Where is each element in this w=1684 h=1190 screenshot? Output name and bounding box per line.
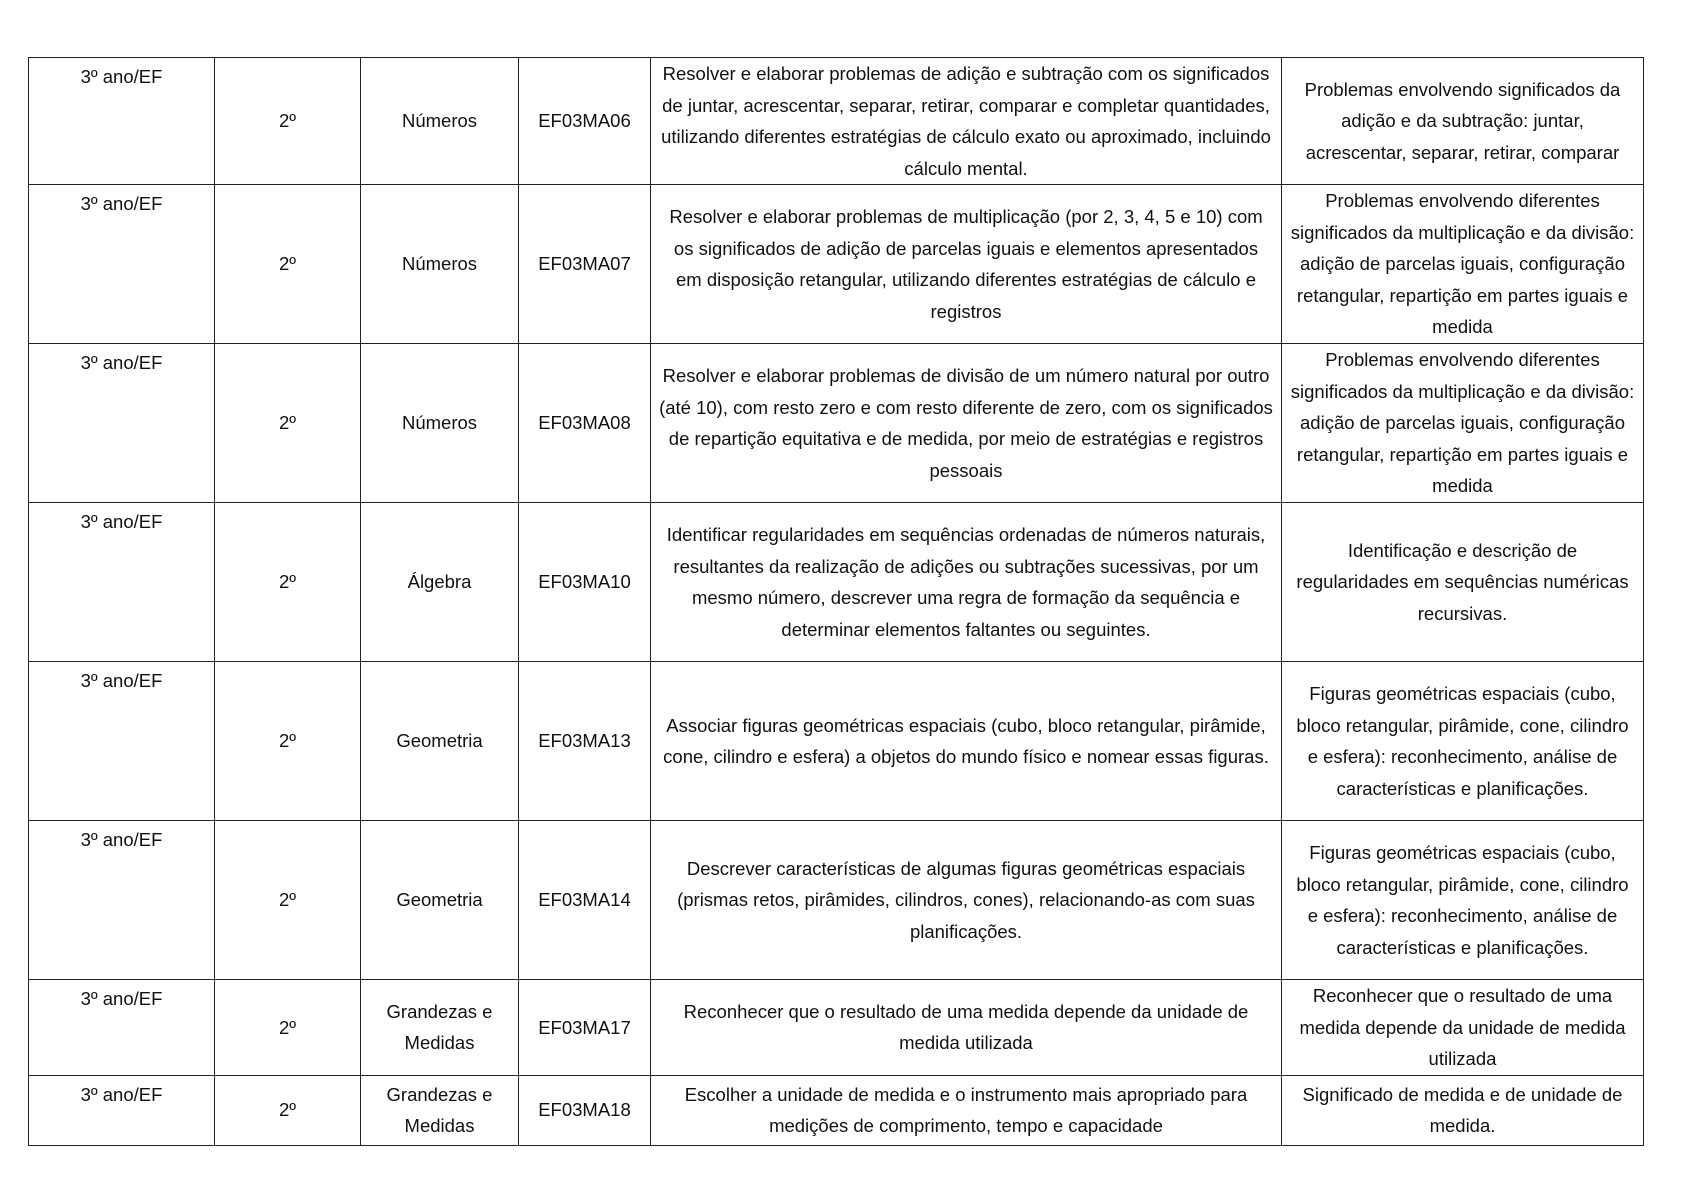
- table-row: [29, 185, 1644, 344]
- knowledge-object-cell: Reconhecer que o resultado de uma medida depende da unidade de medida utilizada: [1282, 980, 1644, 1076]
- year-cell: 3º ano/EF: [29, 185, 215, 344]
- table-row: [29, 503, 1644, 662]
- thematic-unit-cell: Grandezas e Medidas: [361, 980, 519, 1076]
- skill-description-cell: Associar figuras geométricas espaciais (cubo, bloco retangular, pirâmide, cone, cilindro e esfera) a objetos do mundo físico e nomear essas figuras.: [651, 662, 1282, 821]
- skill-code-cell: EF03MA17: [519, 980, 651, 1076]
- skill-code-cell: EF03MA08: [519, 344, 651, 503]
- term-cell: 2º: [215, 1075, 361, 1145]
- knowledge-object-cell: Problemas envolvendo diferentes significados da multiplicação e da divisão: adição de parcelas iguais, configuração retangular, repartição em partes iguais e medida: [1282, 185, 1644, 344]
- skill-code-cell: EF03MA06: [519, 58, 651, 185]
- table-row: [29, 1075, 1644, 1145]
- skill-description-cell: Escolher a unidade de medida e o instrumento mais apropriado para medições de comprimento, tempo e capacidade: [651, 1075, 1282, 1145]
- skill-code-cell: EF03MA18: [519, 1075, 651, 1145]
- term-cell: 2º: [215, 821, 361, 980]
- thematic-unit-cell: Grandezas e Medidas: [361, 1075, 519, 1145]
- knowledge-object-cell: Problemas envolvendo diferentes significados da multiplicação e da divisão: adição de parcelas iguais, configuração retangular, repartição em partes iguais e medida: [1282, 344, 1644, 503]
- term-cell: 2º: [215, 344, 361, 503]
- table-row: [29, 662, 1644, 821]
- table-row: [29, 821, 1644, 980]
- term-cell: 2º: [215, 662, 361, 821]
- skill-description-cell: Resolver e elaborar problemas de multiplicação (por 2, 3, 4, 5 e 10) com os significados de adição de parcelas iguais e elementos apresentados em disposição retangular, utilizando diferentes estratégias de cálculo e registros: [651, 185, 1282, 344]
- year-cell: 3º ano/EF: [29, 980, 215, 1076]
- skill-code-cell: EF03MA10: [519, 503, 651, 662]
- skill-code-cell: EF03MA07: [519, 185, 651, 344]
- term-cell: 2º: [215, 58, 361, 185]
- thematic-unit-cell: Números: [361, 344, 519, 503]
- year-cell: 3º ano/EF: [29, 58, 215, 185]
- year-cell: 3º ano/EF: [29, 1075, 215, 1145]
- thematic-unit-cell: Álgebra: [361, 503, 519, 662]
- year-cell: 3º ano/EF: [29, 503, 215, 662]
- knowledge-object-cell: Figuras geométricas espaciais (cubo, bloco retangular, pirâmide, cone, cilindro e esfera): reconhecimento, análise de características e planificações.: [1282, 821, 1644, 980]
- skill-description-cell: Identificar regularidades em sequências ordenadas de números naturais, resultantes da realização de adições ou subtrações sucessivas, por um mesmo número, descrever uma regra de formação da sequência e determinar elementos faltantes ou seguintes.: [651, 503, 1282, 662]
- table-row: [29, 980, 1644, 1076]
- thematic-unit-cell: Números: [361, 58, 519, 185]
- skill-description-cell: Descrever características de algumas figuras geométricas espaciais (prismas retos, pirâmides, cilindros, cones), relacionando-as com suas planificações.: [651, 821, 1282, 980]
- table-row: [29, 58, 1644, 185]
- thematic-unit-cell: Geometria: [361, 662, 519, 821]
- knowledge-object-cell: Figuras geométricas espaciais (cubo, bloco retangular, pirâmide, cone, cilindro e esfera): reconhecimento, análise de características e planificações.: [1282, 662, 1644, 821]
- thematic-unit-cell: Geometria: [361, 821, 519, 980]
- curriculum-table: [28, 57, 1644, 1146]
- knowledge-object-cell: Problemas envolvendo significados da adição e da subtração: juntar, acrescentar, separar, retirar, comparar: [1282, 58, 1644, 185]
- knowledge-object-cell: Significado de medida e de unidade de medida.: [1282, 1075, 1644, 1145]
- year-cell: 3º ano/EF: [29, 821, 215, 980]
- term-cell: 2º: [215, 503, 361, 662]
- term-cell: 2º: [215, 185, 361, 344]
- skill-description-cell: Resolver e elaborar problemas de adição e subtração com os significados de juntar, acrescentar, separar, retirar, comparar e completar quantidades, utilizando diferentes estratégias de cálculo exato ou aproximado, incluindo cálculo mental.: [651, 58, 1282, 185]
- thematic-unit-cell: Números: [361, 185, 519, 344]
- table-row: [29, 344, 1644, 503]
- year-cell: 3º ano/EF: [29, 344, 215, 503]
- skill-code-cell: EF03MA13: [519, 662, 651, 821]
- year-cell: 3º ano/EF: [29, 662, 215, 821]
- skill-code-cell: EF03MA14: [519, 821, 651, 980]
- curriculum-page: [28, 57, 1643, 1146]
- knowledge-object-cell: Identificação e descrição de regularidades em sequências numéricas recursivas.: [1282, 503, 1644, 662]
- term-cell: 2º: [215, 980, 361, 1076]
- skill-description-cell: Resolver e elaborar problemas de divisão de um número natural por outro (até 10), com resto zero e com resto diferente de zero, com os significados de repartição equitativa e de medida, por meio de estratégias e registros pessoais: [651, 344, 1282, 503]
- skill-description-cell: Reconhecer que o resultado de uma medida depende da unidade de medida utilizada: [651, 980, 1282, 1076]
